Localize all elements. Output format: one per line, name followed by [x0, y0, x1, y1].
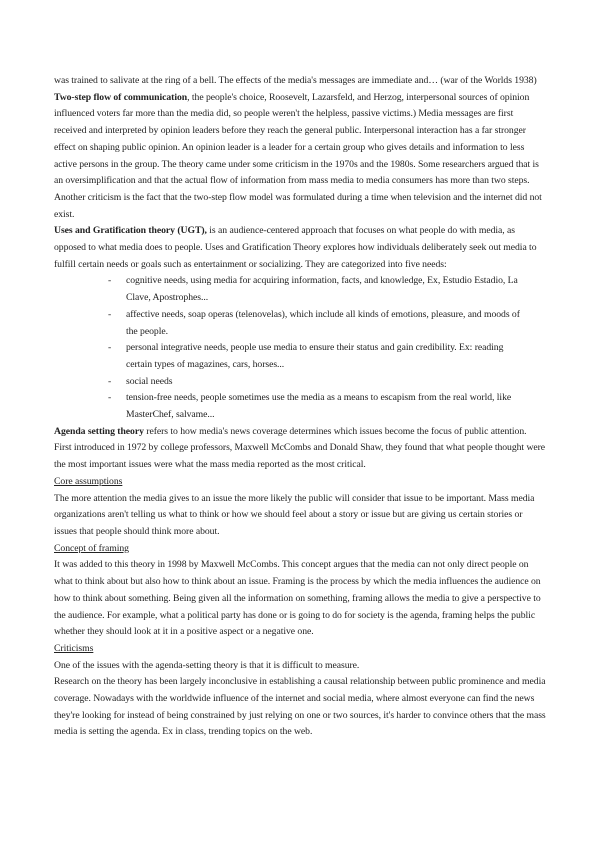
- list-item: [108, 340, 546, 373]
- agenda-setting-term: Agenda setting theory: [54, 425, 144, 437]
- list-item: [108, 273, 546, 306]
- need-cognitive: cognitive needs, using media for acquiring information, facts, and knowledge, Ex, Estudio Estadio, La Clave, Apostrophes...: [126, 275, 518, 304]
- criticisms-paragraph-1: One of the issues with the agenda-setting theory is that it is difficult to measure.: [54, 659, 360, 671]
- list-item: [108, 374, 546, 391]
- ugt-paragraph: [54, 223, 546, 273]
- two-step-flow-text: , the people's choice, Roosevelt, Lazarsfeld, and Herzog, interpersonal sources of opinion influenced voters far more than the media did, so people weren't the helpless, passive victims.) Media messages are first received and interpreted by opinion leaders before they reach the general public. Interpersonal interaction has a far stronger effect on shaping public opinion. An opinion leader is a leader for a certain group who gives details and information to less active persons in the group. The theory came under some criticism in the 1970s and the 1980s. Some researchers argued that is an oversimplification and that the actual flow of information from mass media to media consumers has more than two steps. Another criticism is the fact that the two-step flow model was formulated during a time when television and the internet did not exist.: [54, 91, 542, 220]
- agenda-setting-paragraph: [54, 424, 546, 474]
- need-social: social needs: [126, 375, 173, 387]
- criticisms-heading: Criticisms: [54, 642, 94, 654]
- criticisms-paragraph-2: Research on the theory has been largely inconclusive in establishing a causal relationship between public prominence and media coverage. Nowadays with the worldwide influence of the internet and social media, where almost everyone can find the news they're looking for instead of being constrained by just relying on one or two sources, it's harder to convince others that the mass media is setting the agenda. Ex in class, trending topics on the web.: [54, 676, 546, 738]
- list-item: [108, 390, 546, 423]
- concept-of-framing-text: It was added to this theory in 1998 by Maxwell McCombs. This concept argues that the media can not only direct people on what to think about but also how to think about an issue. Framing is the process by which the media influences the audience on how to think about something. Being given all the information on something, framing allows the media to give a perspective to the audience. For example, what a political party has done or is going to do for society is the agenda, framing helps the public whether they should look at it in a positive aspect or a negative one.: [54, 559, 541, 638]
- need-affective: affective needs, soap operas (telenovelas), which include all kinds of emotions, pleasure, and moods of the people.: [126, 308, 520, 337]
- agenda-setting-text: refers to how media's news coverage determines which issues become the focus of public attention. First introduced in 1972 by college professors, Maxwell McCombs and Donald Shaw, they found that what people thought were the most important issues were what the mass media reported as the most critical.: [54, 425, 546, 471]
- bullet-dash: -: [108, 275, 112, 287]
- core-assumptions-heading: Core assumptions: [54, 475, 123, 487]
- need-tension-free: tension-free needs, people sometimes use the media as a means to escapism from the real world, like MasterChef, salvame...: [126, 392, 512, 421]
- need-personal-integrative: personal integrative needs, people use media to ensure their status and gain credibility. Ex: reading certain types of magazines, cars, horses...: [126, 342, 504, 370]
- needs-list: [54, 273, 546, 423]
- document-body: [54, 73, 546, 741]
- ugt-text: is an audience-centered approach that focuses on what people do with media, as opposed to what media does to people. Uses and Gratification Theory explores how individuals deliberately seek out media to fulfill certain needs or goals such as entertainment or socializing. They are categorized into five needs:: [54, 225, 537, 270]
- ugt-term: Uses and Gratification theory (UGT),: [54, 225, 207, 237]
- list-item: [108, 307, 546, 340]
- bullet-dash: -: [108, 308, 112, 320]
- intro-continuation: was trained to salivate at the ring of a bell. The effects of the media's messages are immediate and… (war of the Worlds 1938): [54, 75, 537, 86]
- two-step-flow-paragraph: [54, 90, 546, 224]
- concept-of-framing-heading: Concept of framing: [54, 542, 129, 554]
- two-step-flow-term: Two-step flow of communication: [54, 91, 188, 103]
- bullet-dash: -: [108, 375, 112, 387]
- bullet-dash: -: [108, 342, 112, 354]
- bullet-dash: -: [108, 392, 112, 404]
- core-assumptions-text: The more attention the media gives to an issue the more likely the public will consider that issue to be important. Mass media organizations aren't telling us what to think or how we should feel about a story or issue but are giving us certain stories or issues that people should think more about.: [54, 492, 535, 537]
